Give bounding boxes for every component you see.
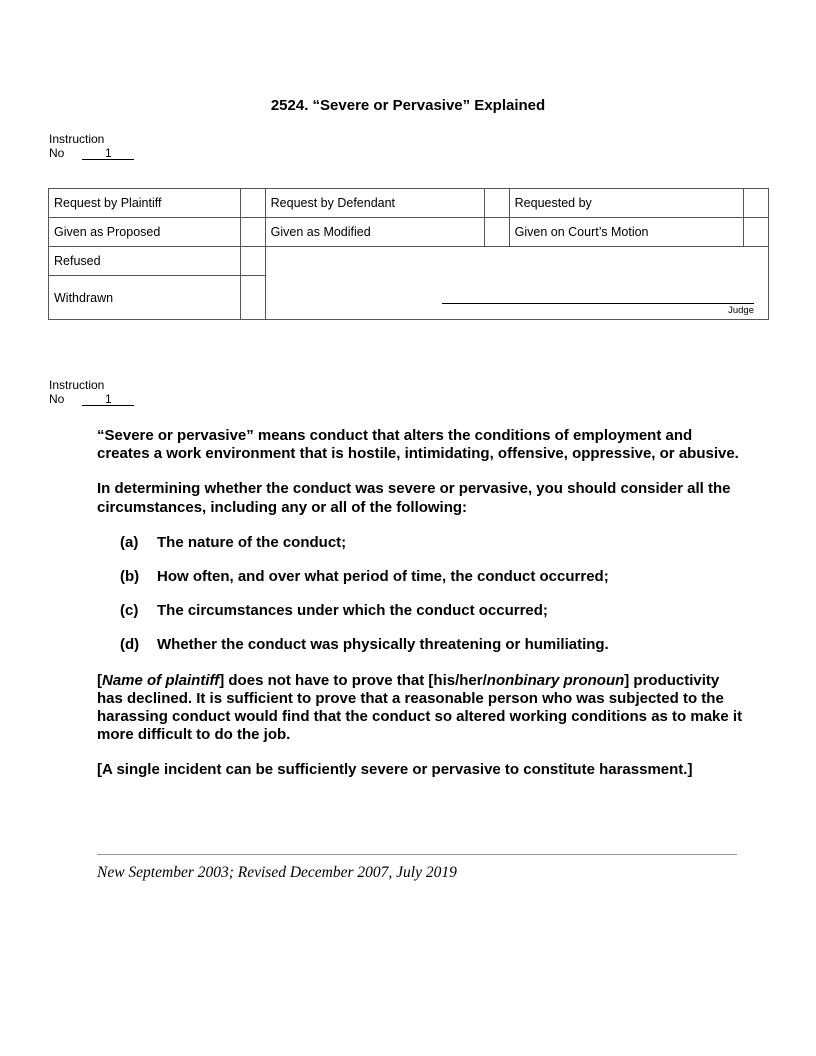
given-as-modified-checkbox[interactable] <box>484 218 509 247</box>
instruction-number-bottom <box>49 378 134 406</box>
bracket-open: [ <box>97 671 102 689</box>
refused-label: Refused <box>49 247 241 276</box>
productivity-paragraph <box>97 672 747 745</box>
given-as-proposed-checkbox[interactable] <box>240 218 265 247</box>
instruction-number: 1 <box>82 147 134 160</box>
item-text: How often, and over what period of time, the conduct occurred; <box>157 568 609 586</box>
request-defendant-label: Request by Defendant <box>265 189 484 218</box>
item-text: The nature of the conduct; <box>157 533 347 551</box>
refused-checkbox[interactable] <box>240 247 265 276</box>
paragraph-middle: ] does not have to prove that [his/her/ <box>219 671 487 689</box>
item-label: (d) <box>120 636 140 654</box>
pronoun-placeholder: nonbinary pronoun <box>486 671 625 689</box>
page-title: 2524. “Severe or Pervasive” Explained <box>270 97 546 114</box>
item-text: The circumstances under which the conduct occurred; <box>157 602 548 620</box>
request-plaintiff-checkbox[interactable] <box>240 189 265 218</box>
plaintiff-name-placeholder: Name of plaintiff <box>102 671 220 689</box>
instruction-number-top <box>49 132 134 160</box>
instruction-number: 1 <box>82 393 134 406</box>
item-label: (b) <box>120 568 140 586</box>
request-defendant-checkbox[interactable] <box>484 189 509 218</box>
requested-by-checkbox[interactable] <box>744 189 769 218</box>
list-item <box>120 534 747 552</box>
instruction-label: Instruction <box>49 378 105 392</box>
given-on-courts-motion-label: Given on Court’s Motion <box>509 218 743 247</box>
given-on-courts-motion-checkbox[interactable] <box>744 218 769 247</box>
item-label: (a) <box>120 533 139 551</box>
paragraph-rest: ] productivity has declined. It is sufficient to prove that a reasonable person who was subjected to the harassing conduct would find that the conduct so altered working conditions as to make it more difficult to do the job. <box>97 671 743 744</box>
given-as-modified-label: Given as Modified <box>265 218 484 247</box>
judge-signature-line <box>442 303 754 304</box>
requested-by-label: Requested by <box>509 189 743 218</box>
request-table <box>48 188 769 320</box>
definition-paragraph: “Severe or pervasive” means conduct that alters the conditions of employment and creates a work environment that is hostile, intimidating, offensive, oppressive, or abusive. <box>97 427 739 463</box>
divider <box>97 854 737 855</box>
withdrawn-checkbox[interactable] <box>240 276 265 320</box>
item-label: (c) <box>120 602 139 620</box>
item-text: Whether the conduct was physically threatening or humiliating. <box>157 636 609 654</box>
withdrawn-label: Withdrawn <box>49 276 241 320</box>
instruction-label: Instruction <box>49 132 105 146</box>
single-incident-paragraph: [A single incident can be sufficiently severe or pervasive to constitute harassment.] <box>97 761 693 779</box>
instruction-body <box>97 427 747 797</box>
list-item <box>120 636 747 654</box>
judge-signature-area[interactable] <box>265 247 768 320</box>
list-item <box>120 602 747 620</box>
no-label: No <box>49 146 65 160</box>
list-item <box>120 568 747 586</box>
given-as-proposed-label: Given as Proposed <box>49 218 241 247</box>
factor-list <box>97 534 747 655</box>
judge-label: Judge <box>728 305 754 316</box>
request-plaintiff-label: Request by Plaintiff <box>49 189 241 218</box>
no-label: No <box>49 392 65 406</box>
revision-history: New September 2003; Revised December 2007, July 2019 <box>97 864 457 881</box>
circumstances-paragraph: In determining whether the conduct was severe or pervasive, you should consider all the circumstances, including any or all of the following: <box>97 480 731 516</box>
